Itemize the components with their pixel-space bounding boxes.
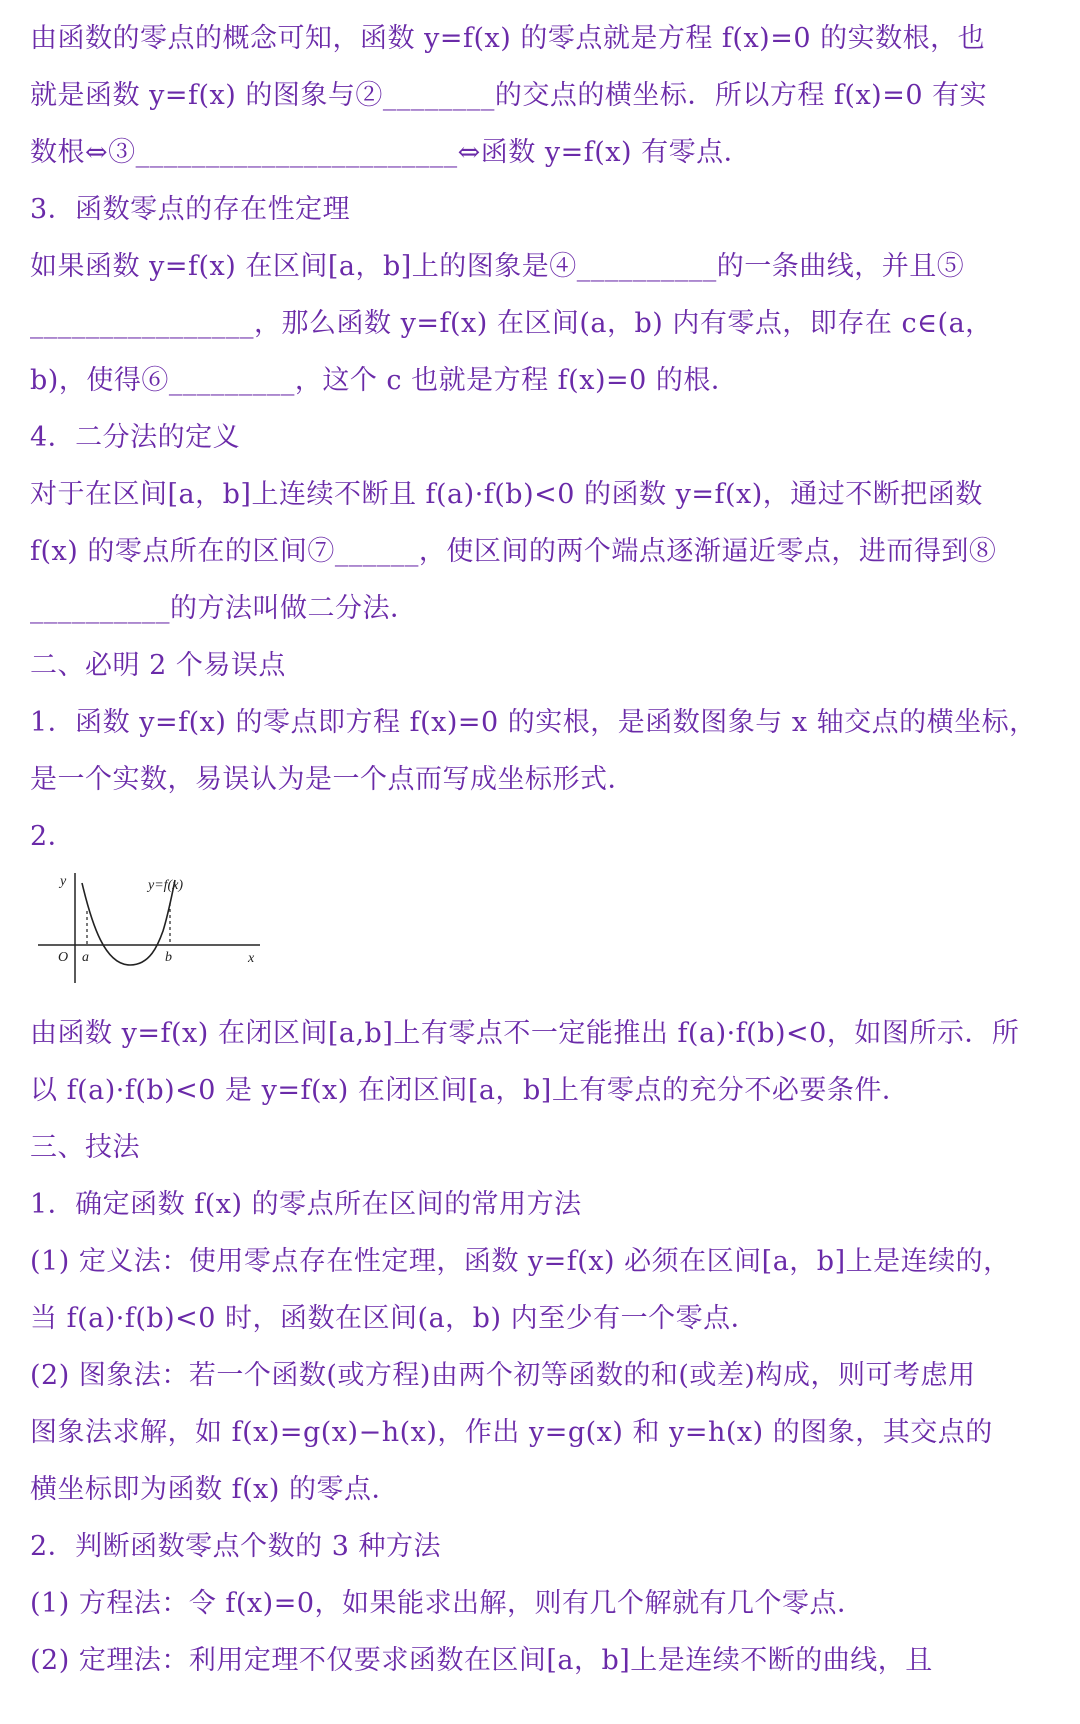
text-line: (2) 定理法：利用定理不仅要求函数在区间[a，b]上是连续不断的曲线，且 [30, 1645, 933, 1676]
text-line: 以 f(a)·f(b)<0 是 y=f(x) 在闭区间[a，b]上有零点的充分不必要条件． [30, 1075, 910, 1106]
y-axis-label: y [60, 874, 67, 889]
curve-label: y=f(x) [148, 878, 184, 893]
section-heading: 3．函数零点的存在性定理 [30, 194, 351, 225]
document-page [30, 10, 1055, 1689]
text-line: 横坐标即为函数 f(x) 的零点． [30, 1474, 399, 1505]
text-line: 图象法求解，如 f(x)=g(x)−h(x)，作出 y=g(x) 和 y=h(x) 的图象，其交点的 [30, 1417, 993, 1448]
function-graph-figure [30, 865, 1055, 1005]
text-line: 如果函数 y=f(x) 在区间[a，b]上的图象是④__________的一条曲线，并且⑤ [30, 251, 965, 282]
text-line: 对于在区间[a，b]上连续不断且 f(a)·f(b)<0 的函数 y=f(x)，通过不断把函数 [30, 479, 983, 510]
origin-label: O [58, 950, 69, 965]
section-heading: 1．确定函数 f(x) 的零点所在区间的常用方法 [30, 1189, 582, 1220]
text-line: 1．函数 y=f(x) 的零点即方程 f(x)=0 的实根，是函数图象与 x 轴交点的横坐标， [30, 707, 1037, 738]
text-line: f(x) 的零点所在的区间⑦______，使区间的两个端点逐渐逼近零点，进而得到⑧ [30, 536, 997, 567]
text-line: __________的方法叫做二分法． [30, 593, 418, 624]
text-line: ________________，那么函数 y=f(x) 在区间(a，b) 内有零点，即存在 c∈(a， [30, 308, 993, 339]
text-line: 由函数 y=f(x) 在闭区间[a,b]上有零点不一定能推出 f(a)·f(b)<0，如图所示．所 [30, 1018, 1020, 1049]
text-line: 当 f(a)·f(b)<0 时，函数在区间(a，b) 内至少有一个零点． [30, 1303, 759, 1334]
text-line: (1) 方程法：令 f(x)=0，如果能求出解，则有几个解就有几个零点． [30, 1588, 865, 1619]
a-tick-label: a [82, 950, 89, 965]
section-heading: 2．判断函数零点个数的 3 种方法 [30, 1531, 442, 1562]
text-line: (2) 图象法：若一个函数(或方程)由两个初等函数的和(或差)构成，则可考虑用 [30, 1360, 976, 1391]
text-line: 是一个实数，易误认为是一个点而写成坐标形式． [30, 764, 635, 795]
section-heading: 三、技法 [30, 1132, 140, 1163]
text-line: 就是函数 y=f(x) 的图象与②________的交点的横坐标．所以方程 f(x)=0 有实 [30, 80, 988, 111]
text-line: 数根⇔③_______________________⇔函数 y=f(x) 有零点． [30, 137, 752, 168]
section-heading: 二、必明 2 个易误点 [30, 650, 286, 681]
function-graph [30, 865, 290, 1005]
item-number: 2． [30, 821, 76, 852]
text-line: (1) 定义法：使用零点存在性定理，函数 y=f(x) 必须在区间[a，b]上是连续的， [30, 1246, 1011, 1277]
text-line: b)，使得⑥_________，这个 c 也就是方程 f(x)=0 的根． [30, 365, 739, 396]
text-line: 由函数的零点的概念可知，函数 y=f(x) 的零点就是方程 f(x)=0 的实数根，也 [30, 23, 986, 54]
section-heading: 4．二分法的定义 [30, 422, 241, 453]
x-axis-label: x [248, 951, 255, 966]
b-tick-label: b [165, 950, 172, 965]
